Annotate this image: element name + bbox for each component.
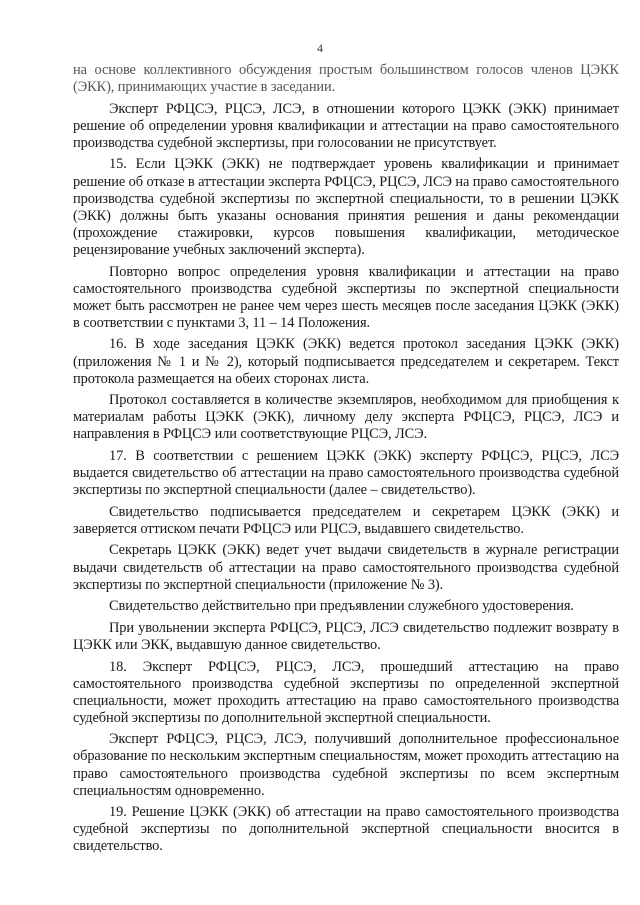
paragraph: на основе коллективного обсуждения простым большинством голосов членов ЦЭКК (ЭКК), принимающих участие в заседании. — [73, 62, 619, 96]
paragraph: Секретарь ЦЭКК (ЭКК) ведет учет выдачи свидетельств в журнале регистрации выдачи свидетельств об аттестации на право самостоятельного производства судебной экспертизы по экспертной специальности (приложение № 3). — [73, 542, 619, 593]
paragraph: 17. В соответствии с решением ЦЭКК (ЭКК) эксперту РФЦСЭ, РЦСЭ, ЛСЭ выдается свидетельство об аттестации на право самостоятельного производства судебной экспертизы по экспертной специальности (далее – свидетельство). — [73, 447, 619, 499]
paragraph: Свидетельство действительно при предъявлении служебного удостоверения. — [109, 598, 574, 615]
paragraph: Повторно вопрос определения уровня квалификации и аттестации на право самостоятельного производства судебной экспертизы по экспертной специальности может быть рассмотрен не ранее чем через шесть месяцев после заседания ЦЭКК (ЭКК) в соответствии с пунктами 3, 11 – 14 Положения. — [73, 263, 619, 331]
paragraph: Протокол составляется в количестве экземпляров, необходимом для приобщения к материалам работы ЦЭКК (ЭКК), личному делу эксперта РФЦСЭ, РЦСЭ, ЛСЭ и направления в РФЦСЭ или соответствующие РЦСЭ, ЛСЭ. — [73, 392, 619, 443]
document-body — [73, 62, 619, 860]
paragraph: Эксперт РФЦСЭ, РЦСЭ, ЛСЭ, в отношении которого ЦЭКК (ЭКК) принимает решение об определении уровня квалификации и аттестации на право самостоятельного производства судебной экспертизы, при голосовании не присутствует. — [73, 100, 619, 151]
page-number: 4 — [317, 41, 323, 55]
paragraph: При увольнении эксперта РФЦСЭ, РЦСЭ, ЛСЭ свидетельство подлежит возврату в ЦЭКК или ЭКК, выдавшую данное свидетельство. — [73, 619, 619, 653]
paragraph: 15. Если ЦЭКК (ЭКК) не подтверждает уровень квалификации и принимает решение об отказе в аттестации эксперта РФЦСЭ, РЦСЭ, ЛСЭ на право самостоятельного производства судебной экспертизы по экспертной специальности, то в решении ЦЭКК (ЭКК) должны быть указаны основания принятия решения и даны рекомендации (прохождение стажировки, курсов повышения квалификации, методическое рецензирование учебных заключений эксперта). — [73, 156, 620, 258]
paragraph: 19. Решение ЦЭКК (ЭКК) об аттестации на право самостоятельного производства судебной экспертизы по дополнительной экспертной специальности вносится в свидетельство. — [73, 804, 619, 855]
paragraph: 18. Эксперт РФЦСЭ, РЦСЭ, ЛСЭ, прошедший аттестацию на право самостоятельного производства судебной экспертизы по определенной экспертной специальности, может проходить аттестацию на право самостоятельного производства судебной экспертизы по дополнительной экспертной специальности. — [73, 658, 619, 726]
paragraph: Эксперт РФЦСЭ, РЦСЭ, ЛСЭ, получивший дополнительное профессиональное образование по нескольким экспертным специальностям, может проходить аттестацию на право самостоятельного производства судебной экспертизы по всем экспертным специальностям одновременно. — [73, 731, 619, 799]
paragraph: 16. В ходе заседания ЦЭКК (ЭКК) ведется протокол заседания ЦЭКК (ЭКК) (приложения № 1 и № 2), который подписывается председателем и секретарем. Текст протокола размещается на обеих сторонах листа. — [73, 336, 619, 387]
paragraph: Свидетельство подписывается председателем и секретарем ЦЭКК (ЭКК) и заверяется оттиском печати РФЦСЭ или РЦСЭ, выдавшего свидетельство. — [73, 503, 619, 537]
